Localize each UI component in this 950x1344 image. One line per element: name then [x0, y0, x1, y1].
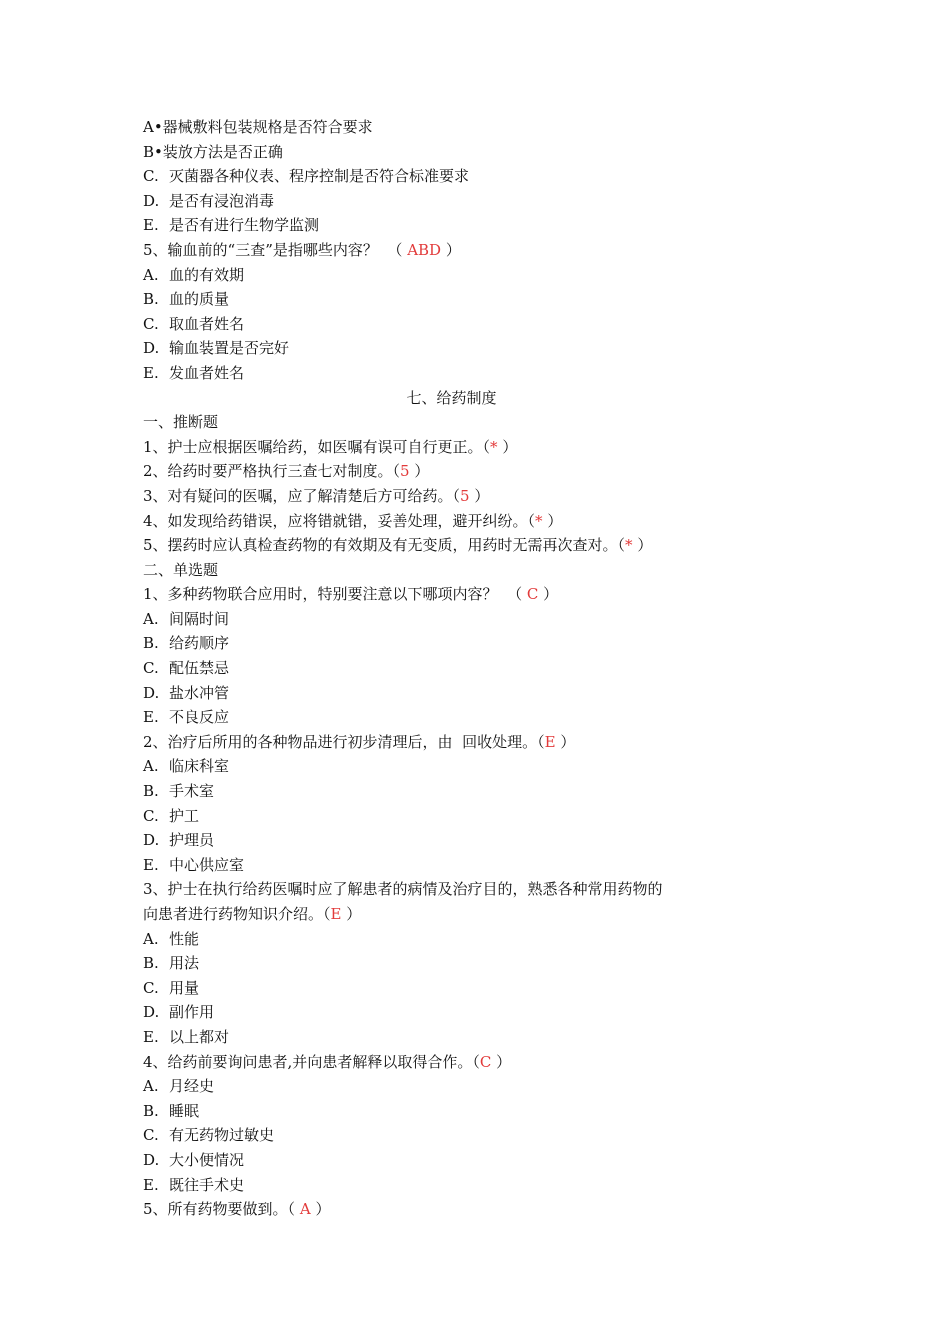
option-text: 盐水冲管	[169, 683, 230, 702]
option-line	[143, 656, 783, 681]
answer-key: E	[544, 732, 556, 751]
option-letter: E.	[143, 1027, 159, 1046]
option-letter: A.	[143, 265, 159, 284]
option-letter: D.	[143, 339, 160, 358]
option-text: 是否有浸泡消毒	[169, 191, 275, 210]
option-letter: E.	[143, 363, 159, 382]
option-line	[143, 1148, 783, 1173]
option-line	[143, 164, 783, 189]
option-letter: B.	[143, 954, 159, 973]
answer-key: C	[526, 585, 539, 604]
option-letter: E.	[143, 708, 159, 727]
option-letter: D.	[143, 831, 160, 850]
option-text: 用量	[169, 978, 200, 997]
option-line	[143, 312, 783, 337]
option-letter: A.	[143, 1077, 159, 1096]
option-text: 副作用	[169, 1003, 215, 1022]
question-line	[143, 730, 783, 755]
answer-key: A	[299, 1200, 311, 1219]
question-text: 4、给药前要询问患者,并向患者解释以取得合作。（	[143, 1052, 480, 1071]
question-text: 1、护士应根据医嘱给药，如医嘱有误可自行更正。（	[143, 437, 491, 456]
option-text: 血的质量	[169, 290, 230, 309]
question-text: 向患者进行药物知识介绍。（	[143, 905, 331, 923]
question-tail: ）	[441, 240, 461, 259]
option-text: 中心供应室	[169, 855, 245, 874]
option-text: 月经史	[169, 1077, 215, 1096]
question-tail: ）	[469, 486, 490, 505]
question-text: 2、治疗后所用的各种物品进行初步清理后，由 回收处理。（	[143, 732, 545, 751]
question-line	[143, 902, 783, 927]
option-letter: D.	[143, 683, 160, 702]
option-text: 以上都对	[169, 1027, 230, 1046]
option-line	[143, 263, 783, 288]
question-text: 2、给药时要严格执行三查七对制度。（	[143, 462, 401, 481]
option-line	[143, 927, 783, 952]
question-text: 1、多种药物联合应用时，特别要注意以下哪项内容？ （	[143, 585, 527, 604]
option-line	[143, 1123, 783, 1148]
option-letter: C.	[143, 314, 159, 333]
line-text: 3、护士在执行给药医嘱时应了解患者的病情及治疗目的，熟悉各种常用药物的	[143, 880, 663, 899]
option-letter: A.	[143, 929, 159, 948]
question-tail: ）	[310, 1200, 331, 1219]
line-text: A•器械敷料包装规格是否符合要求	[143, 118, 373, 136]
option-letter: E.	[143, 216, 159, 235]
option-text: 取血者姓名	[169, 314, 245, 333]
option-line	[143, 1025, 783, 1050]
line-text: B•装放方法是否正确	[143, 142, 283, 161]
text-line	[143, 140, 783, 165]
question-text: 5、输血前的“三查”是指哪些内容？ （	[143, 240, 408, 259]
option-text: 用法	[169, 954, 200, 973]
option-text: 护理员	[169, 831, 215, 850]
option-letter: C.	[143, 978, 159, 997]
option-text: 护工	[169, 806, 200, 825]
option-text: 既往手术史	[169, 1175, 245, 1194]
option-letter: B.	[143, 782, 159, 801]
option-text: 睡眠	[169, 1101, 200, 1120]
question-line	[143, 238, 783, 263]
option-line	[143, 705, 783, 730]
line-text: 一、推断题	[143, 413, 219, 432]
option-letter: B.	[143, 1101, 159, 1120]
question-line	[143, 1197, 783, 1222]
option-letter: E.	[143, 855, 159, 874]
option-letter: D.	[143, 1150, 160, 1169]
question-line	[143, 484, 783, 509]
option-line	[143, 853, 783, 878]
question-line	[143, 435, 783, 460]
option-letter: A.	[143, 757, 159, 776]
answer-key: *	[490, 437, 498, 456]
option-text: 有无药物过敏史	[169, 1126, 275, 1145]
option-line	[143, 189, 783, 214]
option-line	[143, 1173, 783, 1198]
question-tail: ）	[538, 585, 559, 604]
option-line	[143, 681, 783, 706]
option-text: 配伍禁忌	[169, 659, 230, 678]
option-text: 输血装置是否完好	[169, 339, 290, 358]
answer-key: C	[479, 1052, 492, 1071]
section-heading-text: 七、给药制度	[406, 388, 497, 407]
answer-key: 5	[400, 462, 410, 481]
question-tail: ）	[632, 536, 653, 555]
option-line	[143, 287, 783, 312]
answer-key: *	[625, 536, 633, 555]
option-line	[143, 804, 783, 829]
question-tail: ）	[341, 905, 362, 923]
option-letter: C.	[143, 167, 159, 186]
option-line	[143, 213, 783, 238]
question-tail: ）	[555, 732, 576, 751]
option-letter: D.	[143, 1003, 160, 1022]
option-line	[143, 828, 783, 853]
option-line	[143, 951, 783, 976]
option-line	[143, 336, 783, 361]
question-tail: ）	[497, 437, 518, 456]
option-line	[143, 361, 783, 386]
question-line	[143, 1050, 783, 1075]
question-text: 5、所有药物要做到。（	[143, 1200, 300, 1219]
option-letter: B.	[143, 634, 159, 653]
option-letter: D.	[143, 191, 160, 210]
answer-key: E	[330, 905, 342, 923]
question-line	[143, 459, 783, 484]
option-text: 给药顺序	[169, 634, 230, 653]
answer-key: *	[535, 511, 543, 530]
line-text: 二、单选题	[143, 560, 219, 579]
option-line	[143, 976, 783, 1001]
question-text: 4、如发现给药错误，应将错就错，妥善处理，避开纠纷。（	[143, 511, 536, 530]
text-line	[143, 410, 783, 435]
text-line	[143, 115, 783, 140]
document-body	[143, 115, 783, 1222]
question-tail: ）	[491, 1052, 512, 1071]
option-letter: B.	[143, 290, 159, 309]
question-text: 5、摆药时应认真检查药物的有效期及有无变质，用药时无需再次查对。（	[143, 536, 626, 555]
option-line	[143, 607, 783, 632]
answer-key: 5	[460, 486, 470, 505]
option-text: 间隔时间	[169, 609, 230, 628]
option-line	[143, 1074, 783, 1099]
option-text: 灭菌器各种仪表、程序控制是否符合标准要求	[169, 167, 470, 186]
option-text: 是否有进行生物学监测	[169, 216, 320, 235]
option-text: 性能	[169, 929, 200, 948]
option-line	[143, 1000, 783, 1025]
option-text: 临床科室	[169, 757, 230, 776]
option-letter: E.	[143, 1175, 159, 1194]
question-tail: ）	[542, 511, 563, 530]
option-text: 大小便情况	[169, 1150, 245, 1169]
option-line	[143, 1099, 783, 1124]
section-heading	[0, 386, 760, 411]
option-text: 不良反应	[169, 708, 230, 727]
option-text: 手术室	[169, 782, 215, 801]
option-line	[143, 631, 783, 656]
answer-key: ABD	[407, 240, 442, 259]
question-line	[143, 509, 783, 534]
option-text: 血的有效期	[169, 265, 245, 284]
question-line	[143, 533, 783, 558]
question-text: 3、对有疑问的医嘱，应了解清楚后方可给药。（	[143, 486, 461, 505]
option-letter: C.	[143, 1126, 159, 1145]
option-letter: A.	[143, 609, 159, 628]
text-line	[143, 877, 783, 902]
option-letter: C.	[143, 659, 159, 678]
option-letter: C.	[143, 806, 159, 825]
question-tail: ）	[409, 462, 430, 481]
option-text: 发血者姓名	[169, 363, 245, 382]
option-line	[143, 754, 783, 779]
option-line	[143, 779, 783, 804]
text-line	[143, 558, 783, 583]
question-line	[143, 582, 783, 607]
